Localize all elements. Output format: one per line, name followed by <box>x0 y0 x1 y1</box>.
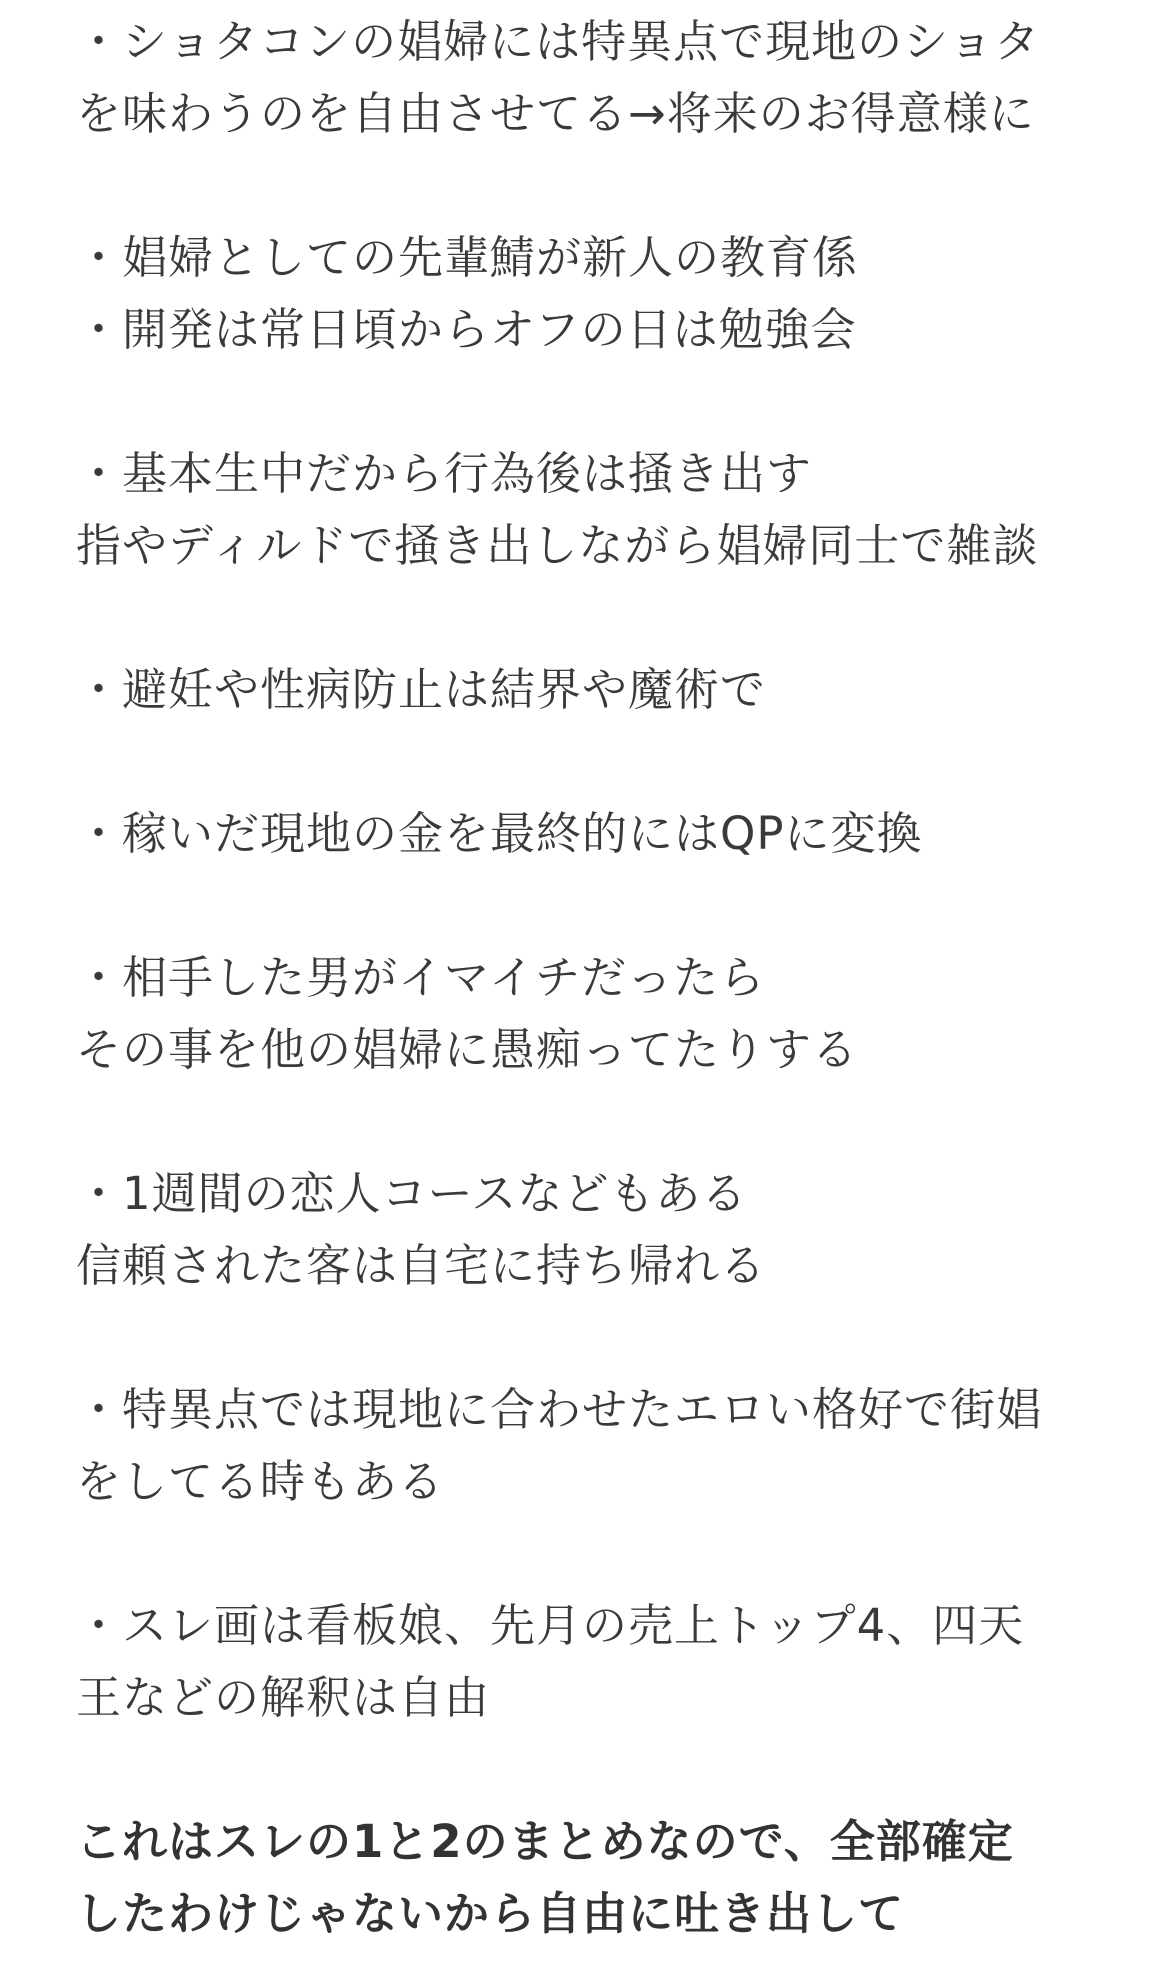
text-line: 指やディルドで掻き出しながら娼婦同士で雑談 <box>76 519 1039 572</box>
paragraph-gap <box>76 726 1136 798</box>
paragraph <box>76 1158 1136 1302</box>
paragraph-gap <box>76 1518 1136 1590</box>
text-line: 信頼された客は自宅に持ち帰れる <box>76 1239 767 1292</box>
paragraph <box>76 942 1136 1086</box>
paragraph <box>76 1374 1136 1518</box>
paragraph <box>76 438 1136 582</box>
text-line: その事を他の娼婦に愚痴ってたりする <box>76 1023 859 1076</box>
text-line: ・1週間の恋人コースなどもある <box>76 1167 748 1220</box>
summary-note <box>76 1806 1136 1950</box>
text-line: ・特異点では現地に合わせたエロい格好で街娼 <box>76 1383 1043 1436</box>
paragraph <box>76 798 1136 870</box>
paragraph <box>76 1590 1136 1734</box>
text-line: をしてる時もある <box>76 1455 445 1508</box>
paragraph <box>76 222 1136 366</box>
text-line: を味わうのを自由させてる→将来のお得意様に <box>76 87 1035 140</box>
paragraph <box>76 654 1136 726</box>
paragraph-gap <box>76 582 1136 654</box>
text-line: ・相手した男がイマイチだったら <box>76 951 766 1004</box>
post-body <box>76 6 1136 1950</box>
paragraph-gap <box>76 870 1136 942</box>
text-line: ・娼婦としての先輩鯖が新人の教育係 <box>76 231 859 284</box>
text-line: ・稼いだ現地の金を最終的にはQPに変換 <box>76 807 923 860</box>
text-line: これはスレの1と2のまとめなので、全部確定 <box>76 1815 1014 1868</box>
text-line: ・開発は常日頃からオフの日は勉強会 <box>76 303 857 356</box>
paragraph-gap <box>76 1734 1136 1806</box>
text-line: ・ショタコンの娼婦には特異点で現地のショタ <box>76 15 1041 68</box>
paragraph <box>76 6 1136 150</box>
text-line: ・基本生中だから行為後は掻き出す <box>76 447 813 500</box>
text-line: したわけじゃないから自由に吐き出して <box>76 1887 905 1940</box>
paragraph-gap <box>76 1302 1136 1374</box>
paragraph-gap <box>76 1086 1136 1158</box>
text-line: 王などの解釈は自由 <box>76 1671 491 1724</box>
paragraph-gap <box>76 150 1136 222</box>
paragraph-gap <box>76 366 1136 438</box>
text-line: ・スレ画は看板娘、先月の売上トップ4、四天 <box>76 1599 1025 1652</box>
text-line: ・避妊や性病防止は結界や魔術で <box>76 663 767 716</box>
